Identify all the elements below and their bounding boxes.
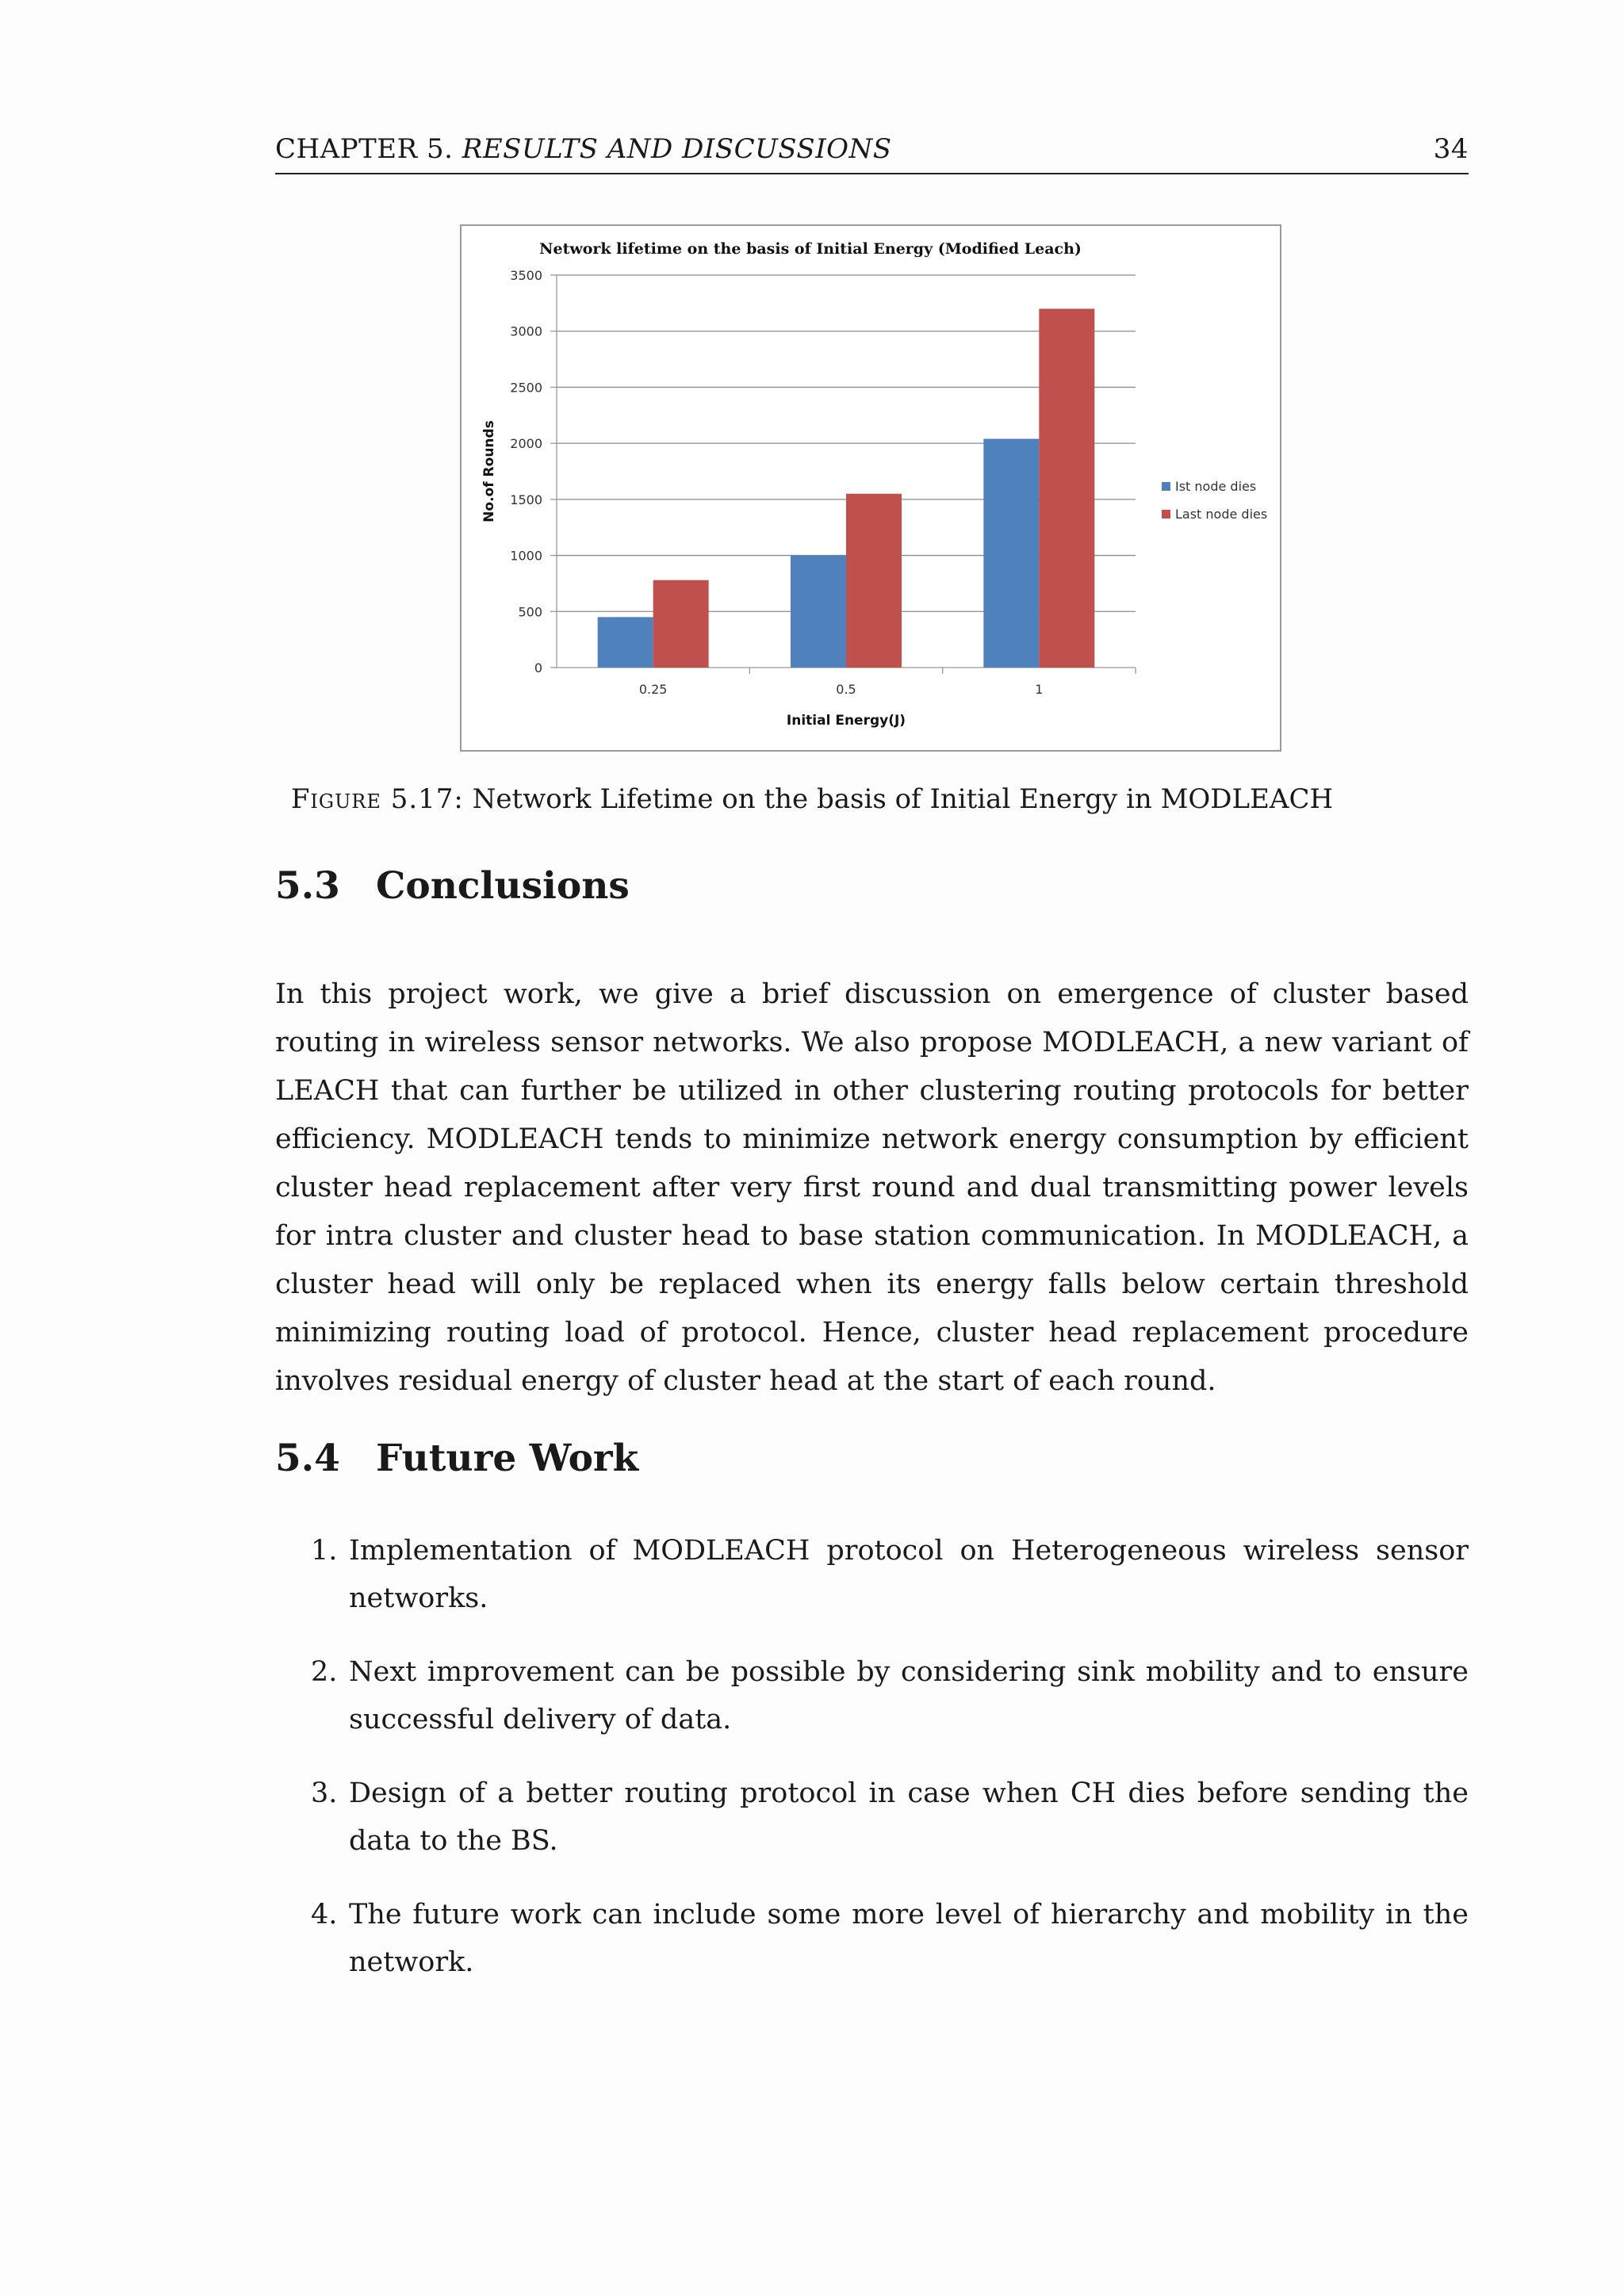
y-tick-label: 3500 xyxy=(510,268,542,283)
figure-caption xyxy=(0,783,1624,815)
section-number: 5.3 xyxy=(275,864,340,908)
section-title: Conclusions xyxy=(376,864,630,908)
section-title: Future Work xyxy=(376,1437,639,1480)
y-tick-label: 1500 xyxy=(510,492,542,507)
bar-last-node-dies xyxy=(1039,308,1094,668)
figure-frame xyxy=(460,224,1281,752)
list-item xyxy=(275,1891,1469,1986)
bar-last-node-dies xyxy=(653,580,709,668)
y-tick-label: 500 xyxy=(518,604,542,620)
legend-swatch xyxy=(1162,482,1170,491)
list-item xyxy=(275,1770,1469,1865)
section-heading-future-work xyxy=(275,1437,638,1480)
x-axis-label: Initial Energy(J) xyxy=(786,713,906,729)
chapter-heading xyxy=(275,133,892,165)
x-tick-label: 0.5 xyxy=(836,682,856,697)
list-item-text: Implementation of MODLEACH protocol on Heterogeneous wireless sensor networks. xyxy=(349,1535,1469,1614)
list-item-number: 4. xyxy=(311,1899,338,1931)
chapter-label: CHAPTER 5. xyxy=(275,133,454,165)
x-tick-label: 0.25 xyxy=(638,682,668,697)
y-tick-label: 1000 xyxy=(510,548,542,564)
figure-caption-text: Network Lifetime on the basis of Initial Energy in MODLEACH xyxy=(472,783,1334,815)
chart-title: Network lifetime on the basis of Initial Energy (Modified Leach) xyxy=(539,240,1082,258)
x-tick-label: 1 xyxy=(1035,682,1044,697)
list-item-text: The future work can include some more level of hierarchy and mobility in the network. xyxy=(349,1899,1469,1978)
list-item-text: Design of a better routing protocol in case when CH dies before sending the data to the BS. xyxy=(349,1777,1469,1857)
bar-ist-node-dies xyxy=(983,438,1039,668)
list-item xyxy=(275,1648,1469,1743)
bar-last-node-dies xyxy=(846,494,902,668)
legend-label: Last node dies xyxy=(1175,507,1268,522)
y-axis-label: No.of Rounds xyxy=(481,420,497,522)
list-item xyxy=(275,1527,1469,1622)
chapter-title: RESULTS AND DISCUSSIONS xyxy=(462,133,892,165)
bar-ist-node-dies xyxy=(598,617,653,668)
y-tick-label: 2000 xyxy=(510,436,542,452)
bar-chart xyxy=(462,226,1280,750)
list-item-number: 1. xyxy=(311,1535,338,1567)
y-tick-label: 0 xyxy=(534,660,542,675)
section-number: 5.4 xyxy=(275,1437,340,1480)
list-item-number: 3. xyxy=(311,1777,338,1809)
y-tick-label: 3000 xyxy=(510,323,542,339)
legend-swatch xyxy=(1162,510,1170,519)
legend-label: Ist node dies xyxy=(1175,479,1257,494)
conclusions-paragraph: In this project work, we give a brief discussion on emergence of cluster based routing in wireless sensor networks. We also propose MODLEACH, a new variant of LEACH that can further be utilized in other clustering routing protocols for better efficiency. MODLEACH tends to minimize network energy consumption by efficient cluster head replacement after very first round and dual transmitting power levels for intra cluster and cluster head to base station communication. In MODLEACH, a cluster head will only be replaced when its energy falls below certain threshold minimizing routing load of protocol. Hence, cluster head replacement procedure involves residual energy of cluster head at the start of each round. xyxy=(275,978,1469,1397)
list-item-number: 2. xyxy=(311,1656,338,1688)
page-number: 34 xyxy=(1433,133,1469,165)
future-work-list xyxy=(275,1527,1469,2012)
bar-ist-node-dies xyxy=(791,556,846,668)
running-header xyxy=(275,133,1469,174)
section-heading-conclusions xyxy=(275,864,630,908)
figure-label: Figure 5.17: xyxy=(290,783,464,815)
list-item-text: Next improvement can be possible by considering sink mobility and to ensure successful delivery of data. xyxy=(349,1656,1469,1735)
y-tick-label: 2500 xyxy=(510,380,542,396)
